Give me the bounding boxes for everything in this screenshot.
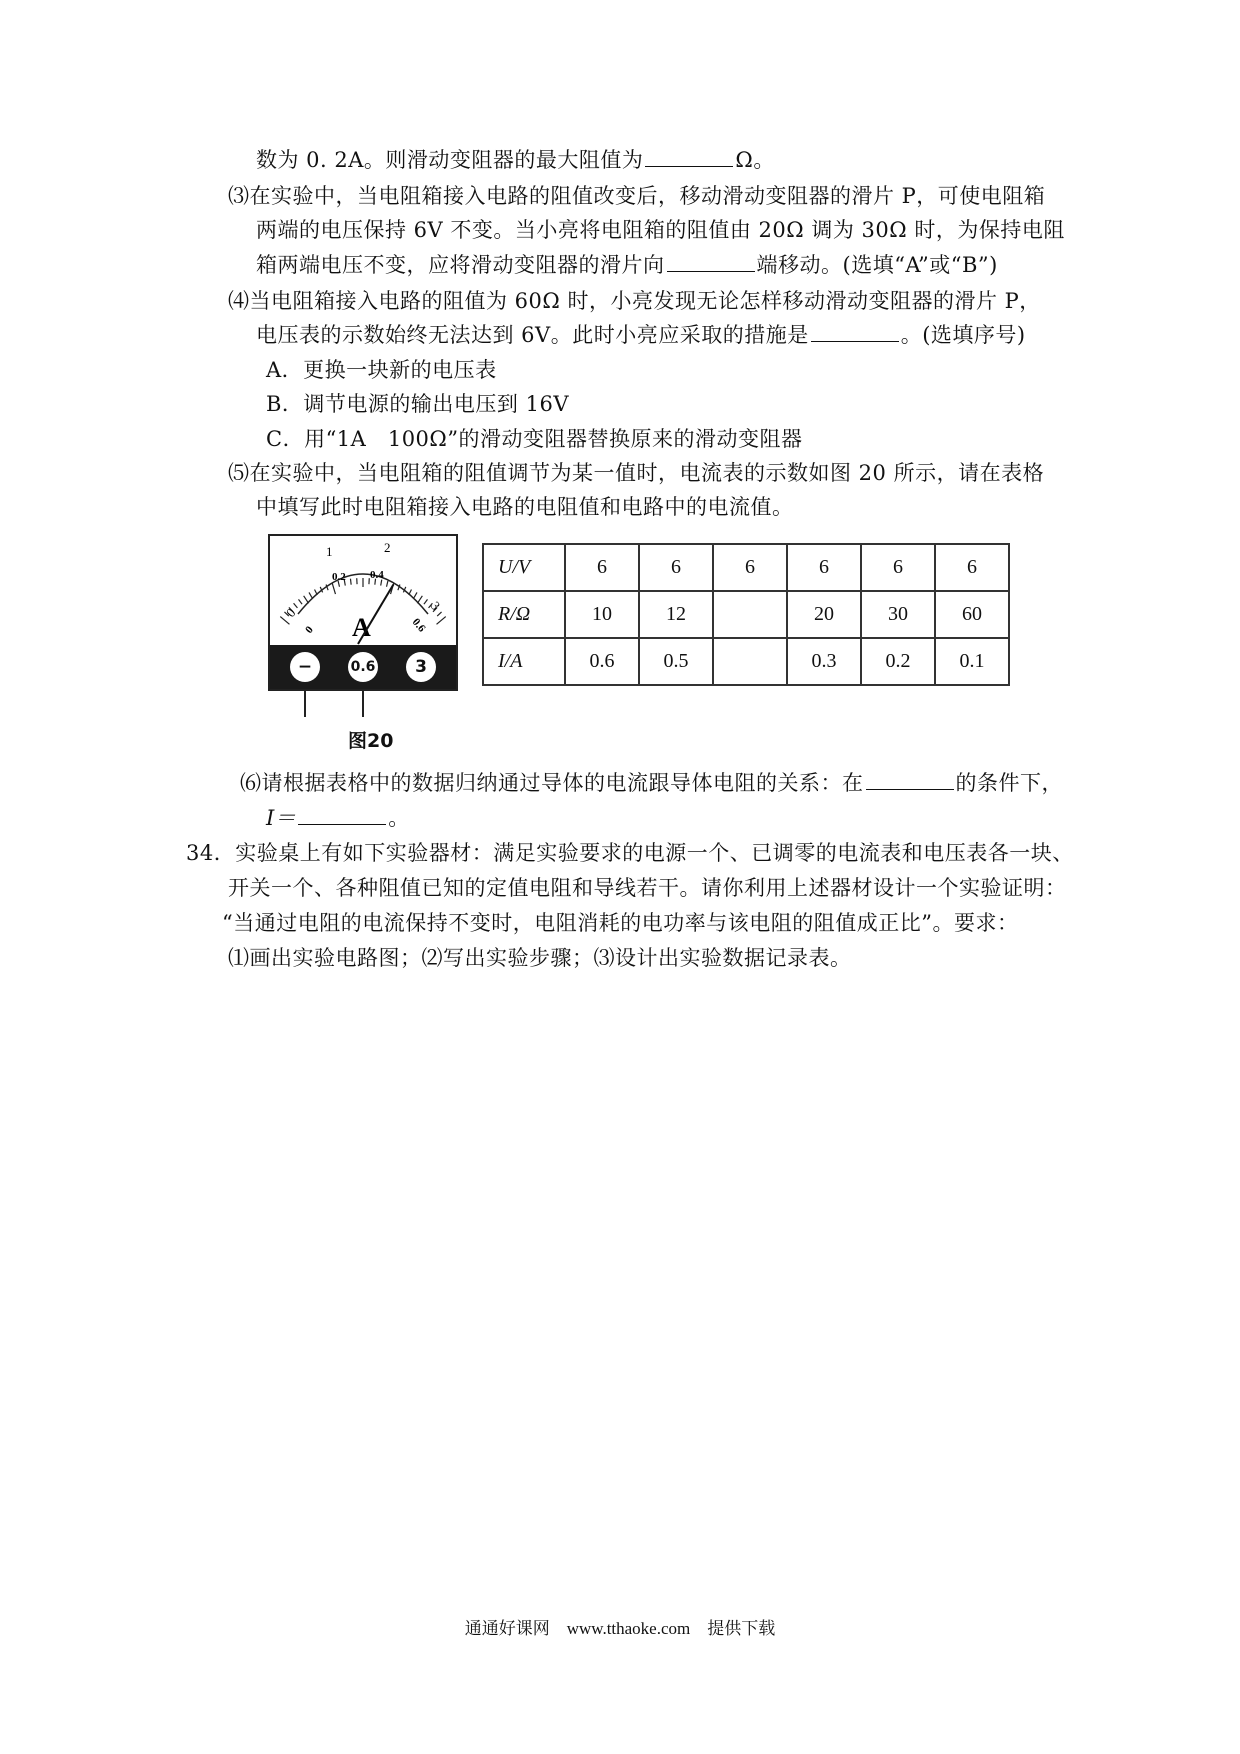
dial-tick xyxy=(280,617,289,625)
answer-blank[interactable] xyxy=(866,769,954,790)
scale-label-1: 1 xyxy=(326,544,333,559)
option-a: A．更换一块新的电压表 xyxy=(266,358,497,382)
table-row xyxy=(483,638,1009,685)
table-row xyxy=(483,544,1009,591)
scale-label-3: 3 xyxy=(427,598,444,613)
table-cell: 6 xyxy=(713,544,787,591)
wire-lead xyxy=(304,691,306,717)
text-line: ⑸在实验中，当电阻箱的阻值调节为某一值时，电流表的示数如图 20 所示，请在表格 xyxy=(228,461,1045,485)
scale-label-0: 0 xyxy=(282,605,299,620)
question-34-line: ⑴画出实验电路图；⑵写出实验步骤；⑶设计出实验数据记录表。 xyxy=(228,946,852,970)
ammeter-dial xyxy=(270,536,456,646)
table-row xyxy=(483,591,1009,638)
text-segment: 的条件下， xyxy=(955,771,1063,795)
scale-small-label-0: 0 xyxy=(303,624,316,636)
text-line xyxy=(256,320,1026,350)
table-cell: 12 xyxy=(639,591,713,638)
table-cell: 0.2 xyxy=(861,638,935,685)
dial-tick xyxy=(437,617,446,625)
table-cell: 0.5 xyxy=(639,638,713,685)
wire-lead xyxy=(362,691,364,717)
text-line: 两端的电压保持 6V 不变。当小亮将电阻箱的阻值由 20Ω 调为 30Ω 时，为保持电阻 xyxy=(256,218,1065,242)
text-line: 中填写此时电阻箱接入电路的电阻值和电路中的电流值。 xyxy=(256,495,794,519)
text-segment: 端移动。(选填“A”或“B”) xyxy=(756,253,998,277)
page-footer: 通通好课网 www.tthaoke.com 提供下载 xyxy=(464,1619,776,1638)
dial-tick xyxy=(437,612,441,616)
dial-tick xyxy=(350,579,351,585)
unit-label: A xyxy=(352,613,371,642)
terminal-3[interactable]: 3 xyxy=(406,652,436,682)
table-cell: 0.3 xyxy=(787,638,861,685)
text-line xyxy=(256,145,775,175)
answer-blank[interactable] xyxy=(667,251,755,272)
answer-blank[interactable] xyxy=(811,321,899,342)
text-line: ⑶在实验中，当电阻箱接入电路的阻值改变后，移动滑动变阻器的滑片 P，可使电阻箱 xyxy=(228,184,1046,208)
terminal-negative[interactable]: − xyxy=(290,652,320,682)
dial-tick xyxy=(304,596,309,604)
table-cell-blank[interactable] xyxy=(713,638,787,685)
question-34-line: 开关一个、各种阻值已知的定值电阻和导线若干。请你利用上述器材设计一个实验证明： xyxy=(228,876,1067,900)
table-cell: 10 xyxy=(565,591,639,638)
ammeter-figure xyxy=(268,534,458,691)
table-cell: 6 xyxy=(935,544,1009,591)
figure-caption: 图20 xyxy=(348,730,394,752)
text-segment: 电压表的示数始终无法达到 6V。此时小亮应采取的措施是 xyxy=(256,323,809,347)
row-header: I/A xyxy=(483,638,565,685)
question-34-line: 34．实验桌上有如下实验器材：满足实验要求的电源一个、已调零的电流表和电压表各一块、 xyxy=(186,841,1074,865)
terminal-strip xyxy=(270,645,456,689)
answer-blank[interactable] xyxy=(645,146,733,167)
row-header: U/V xyxy=(483,544,565,591)
text-line xyxy=(240,768,1063,798)
scale-small-label-02: 0.2 xyxy=(332,571,346,583)
text-line xyxy=(266,803,410,833)
data-table xyxy=(482,543,1010,686)
dial-tick xyxy=(387,581,388,587)
answer-blank[interactable] xyxy=(298,804,386,825)
dial-tick xyxy=(332,583,335,594)
question-34-line: “当通过电阻的电流保持不变时，电阻消耗的电功率与该电阻的阻值成正比”。要求： xyxy=(222,911,1019,935)
table-cell: 60 xyxy=(935,591,1009,638)
text-segment: 箱两端电压不变，应将滑动变阻器的滑片向 xyxy=(256,253,665,277)
text-segment: 。(选填序号) xyxy=(900,323,1026,347)
dial-tick xyxy=(299,599,303,604)
table-cell: 6 xyxy=(565,544,639,591)
table-cell: 30 xyxy=(861,591,935,638)
text-segment: 数为 0. 2A。则滑动变阻器的最大阻值为 xyxy=(256,148,644,172)
text-segment: ⑹请根据表格中的数据归纳通过导体的电流跟导体电阻的关系：在 xyxy=(240,771,864,795)
dial-tick xyxy=(417,596,422,604)
row-header: R/Ω xyxy=(483,591,565,638)
table-cell: 6 xyxy=(787,544,861,591)
scale-small-label-06: 0.6 xyxy=(409,616,428,635)
table-cell: 6 xyxy=(861,544,935,591)
scale-small-label-04: 0.4 xyxy=(370,569,384,581)
text-line xyxy=(256,250,998,280)
scale-label-2: 2 xyxy=(384,540,391,555)
option-b: B．调节电源的输出电压到 16V xyxy=(266,392,569,416)
terminal-0-6[interactable]: 0.6 xyxy=(348,652,378,682)
dial-tick xyxy=(294,603,298,608)
table-cell: 20 xyxy=(787,591,861,638)
dial-tick xyxy=(424,599,428,604)
table-cell: 0.6 xyxy=(565,638,639,685)
dial-tick xyxy=(414,592,417,597)
text-segment: I＝ xyxy=(266,806,297,830)
text-line: ⑷当电阻箱接入电路的阻值为 60Ω 时，小亮发现无论怎样移动滑动变阻器的滑片 P， xyxy=(228,289,1041,313)
dial-tick xyxy=(309,592,312,597)
table-cell: 6 xyxy=(639,544,713,591)
option-c: C．用“1A 100Ω”的滑动变阻器替换原来的滑动变阻器 xyxy=(266,427,803,451)
table-cell: 0.1 xyxy=(935,638,1009,685)
text-segment: 。 xyxy=(388,806,410,830)
table-cell-blank[interactable] xyxy=(713,591,787,638)
text-segment: Ω。 xyxy=(735,148,775,172)
